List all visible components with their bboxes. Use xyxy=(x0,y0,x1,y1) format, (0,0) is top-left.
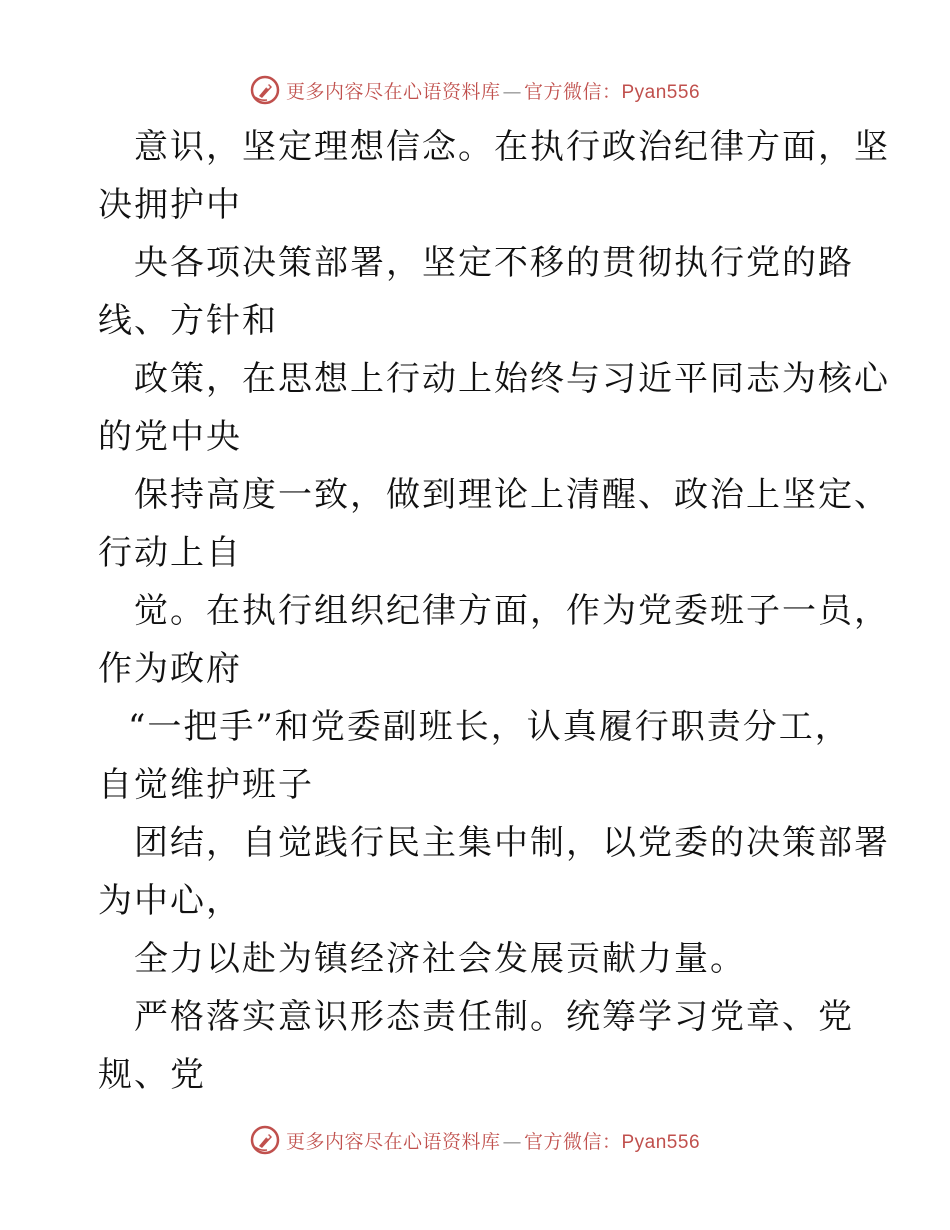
paragraph-line: 严格落实意识形态责任制。统筹学习党章、党 xyxy=(134,997,854,1037)
paragraph-line: 线、方针和 xyxy=(98,301,278,341)
paragraph-line: 团结，自觉践行民主集中制，以党委的决策部署 xyxy=(134,823,890,863)
paragraph-line: 行动上自 xyxy=(98,533,242,573)
paragraph-line: 规、党 xyxy=(98,1055,206,1095)
watermark-wechat-id: Pyan556 xyxy=(621,1131,701,1153)
paragraph-line: 央各项决策部署，坚定不移的贯彻执行党的路 xyxy=(134,243,854,283)
paragraph-line: 自觉维护班子 xyxy=(98,765,314,805)
paragraph xyxy=(0,118,950,234)
document-body xyxy=(0,118,950,1104)
paragraph-line: “一把手”和党委副班长，认真履行职责分工， xyxy=(128,707,851,747)
watermark-separator: — xyxy=(502,80,522,103)
watermark-text: 更多内容尽在心语资料库 xyxy=(285,80,501,103)
paragraph xyxy=(0,814,950,930)
paragraph xyxy=(0,234,950,350)
watermark-wechat-label: 官方微信： xyxy=(523,1130,622,1153)
paragraph-line: 政策，在思想上行动上始终与习近平同志为核心 xyxy=(134,359,890,399)
paragraph-line: 意识，坚定理想信念。在执行政治纪律方面，坚 xyxy=(134,127,890,167)
watermark-separator: — xyxy=(502,1130,522,1153)
paragraph-line: 为中心， xyxy=(98,881,242,921)
paragraph xyxy=(0,582,950,698)
header-watermark xyxy=(0,70,950,110)
paragraph xyxy=(0,988,950,1104)
watermark-wechat-label: 官方微信： xyxy=(523,80,622,103)
paragraph-line: 保持高度一致，做到理论上清醒、政治上坚定、 xyxy=(134,475,890,515)
pen-nib-logo-icon xyxy=(250,75,280,105)
footer-watermark xyxy=(0,1120,950,1160)
watermark-text: 更多内容尽在心语资料库 xyxy=(285,1130,501,1153)
paragraph-line: 全力以赴为镇经济社会发展贡献力量。 xyxy=(134,939,746,979)
paragraph xyxy=(0,466,950,582)
paragraph xyxy=(0,930,950,988)
paragraph xyxy=(0,350,950,466)
paragraph-line: 觉。在执行组织纪律方面，作为党委班子一员， xyxy=(134,591,890,631)
watermark-wechat-id: Pyan556 xyxy=(621,81,701,103)
pen-nib-logo-icon xyxy=(250,1125,280,1155)
paragraph-line: 决拥护中 xyxy=(98,185,242,225)
paragraph-line: 的党中央 xyxy=(98,417,242,457)
paragraph-line: 作为政府 xyxy=(98,649,242,689)
paragraph xyxy=(0,698,950,814)
